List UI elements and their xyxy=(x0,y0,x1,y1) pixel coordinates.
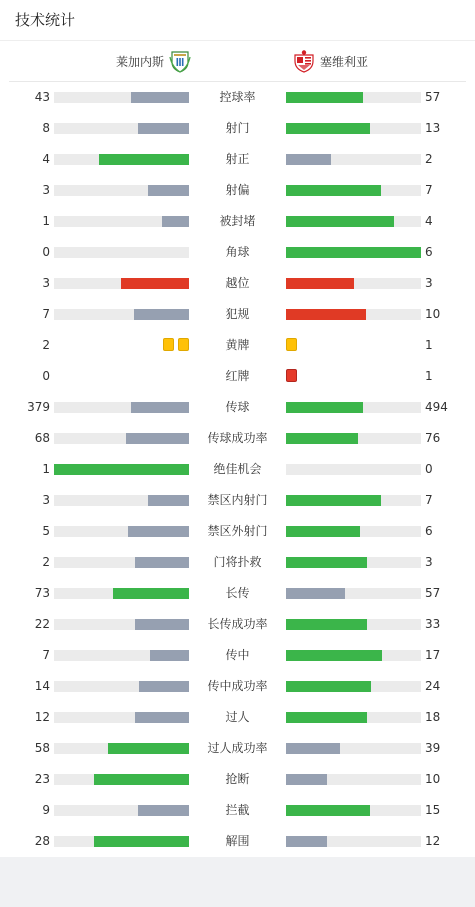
stat-label: 射门 xyxy=(225,121,250,135)
home-value: 22 xyxy=(34,617,50,631)
away-value: 2 xyxy=(425,152,433,166)
away-bar-track xyxy=(286,743,421,754)
home-bar-track xyxy=(54,495,189,506)
home-bar-fill xyxy=(162,216,189,227)
away-value: 3 xyxy=(425,555,433,569)
away-bar-track xyxy=(286,619,421,630)
away-bar-fill xyxy=(286,619,367,630)
away-bar-fill xyxy=(286,309,366,320)
stat-label: 过人 xyxy=(225,710,250,724)
away-bar-track xyxy=(286,216,421,227)
away-bar-fill xyxy=(286,836,327,847)
red-card-icon xyxy=(286,369,297,382)
home-value: 2 xyxy=(42,555,50,569)
stat-row xyxy=(0,330,475,361)
home-value: 7 xyxy=(42,307,50,321)
stat-row xyxy=(0,547,475,578)
home-bar-fill xyxy=(138,123,189,134)
home-value: 7 xyxy=(42,648,50,662)
stat-row xyxy=(0,733,475,764)
away-value: 6 xyxy=(425,245,433,259)
home-bar-track xyxy=(54,278,189,289)
home-bar-track xyxy=(54,681,189,692)
away-bar-fill xyxy=(286,805,370,816)
stat-label: 越位 xyxy=(225,276,250,290)
home-bar-track xyxy=(54,92,189,103)
away-bar-track xyxy=(286,92,421,103)
stat-label: 过人成功率 xyxy=(207,741,268,755)
stat-row xyxy=(0,454,475,485)
stat-label: 射偏 xyxy=(225,183,250,197)
away-bar-fill xyxy=(286,588,345,599)
yellow-card-icon xyxy=(163,338,174,351)
away-value: 15 xyxy=(425,803,441,817)
home-value: 1 xyxy=(42,462,50,476)
away-value: 3 xyxy=(425,276,433,290)
away-bar-track xyxy=(286,464,421,475)
stat-label: 被封堵 xyxy=(219,214,256,228)
stat-row xyxy=(0,82,475,113)
stat-row xyxy=(0,609,475,640)
stat-row xyxy=(0,516,475,547)
home-bar-fill xyxy=(99,154,189,165)
stat-label: 绝佳机会 xyxy=(213,462,262,476)
home-bar-fill xyxy=(94,836,189,847)
page-title: 技术统计 xyxy=(0,0,475,41)
home-bar-track xyxy=(54,433,189,444)
stat-row xyxy=(0,113,475,144)
stat-label: 传球 xyxy=(225,400,250,414)
stat-row xyxy=(0,423,475,454)
home-bar-fill xyxy=(54,464,189,475)
stat-row xyxy=(0,392,475,423)
away-value: 13 xyxy=(425,121,441,135)
home-team-name: 莱加内斯 xyxy=(115,54,164,69)
home-bar-track xyxy=(54,836,189,847)
away-bar-track xyxy=(286,247,421,258)
home-bar-track xyxy=(54,526,189,537)
home-bar-track xyxy=(54,650,189,661)
away-bar-fill xyxy=(286,526,360,537)
home-value: 1 xyxy=(42,214,50,228)
away-bar-track xyxy=(286,495,421,506)
away-value: 6 xyxy=(425,524,433,538)
away-value: 76 xyxy=(425,431,441,445)
stat-label: 传中成功率 xyxy=(207,679,268,693)
away-bar-fill xyxy=(286,650,382,661)
home-value: 12 xyxy=(34,710,50,724)
stat-row xyxy=(0,578,475,609)
away-bar-track xyxy=(286,805,421,816)
home-value: 9 xyxy=(42,803,50,817)
away-value: 4 xyxy=(425,214,433,228)
home-bar-fill xyxy=(150,650,189,661)
home-value: 73 xyxy=(34,586,50,600)
home-bar-track xyxy=(54,123,189,134)
away-bar-track xyxy=(286,712,421,723)
yellow-card-icon xyxy=(178,338,189,351)
away-value: 10 xyxy=(425,307,441,321)
stat-row xyxy=(0,299,475,330)
away-value: 0 xyxy=(425,462,433,476)
away-bar-track xyxy=(286,557,421,568)
stat-row xyxy=(0,237,475,268)
away-bar-fill xyxy=(286,681,371,692)
away-bar-track xyxy=(286,278,421,289)
home-bar-fill xyxy=(128,526,189,537)
home-value: 58 xyxy=(34,741,50,755)
away-bar-fill xyxy=(286,402,363,413)
away-bar-fill xyxy=(286,278,354,289)
away-team[interactable] xyxy=(292,41,368,81)
stat-label: 传中 xyxy=(225,648,250,662)
home-bar-track xyxy=(54,216,189,227)
stat-row xyxy=(0,206,475,237)
away-value: 17 xyxy=(425,648,441,662)
home-cards xyxy=(163,338,189,352)
away-bar-track xyxy=(286,402,421,413)
home-bar-track xyxy=(54,185,189,196)
home-bar-track xyxy=(54,619,189,630)
home-bar-fill xyxy=(135,712,189,723)
home-bar-track xyxy=(54,247,189,258)
home-bar-track xyxy=(54,309,189,320)
away-cards xyxy=(286,369,297,383)
stat-label: 控球率 xyxy=(219,90,256,104)
stat-label: 抢断 xyxy=(225,772,250,786)
home-bar-fill xyxy=(148,495,189,506)
away-bar-fill xyxy=(286,185,381,196)
away-value: 7 xyxy=(425,493,433,507)
home-bar-fill xyxy=(135,619,189,630)
yellow-card-icon xyxy=(286,338,297,351)
teams-header xyxy=(9,41,466,82)
home-team-logo-icon xyxy=(168,49,192,73)
away-value: 1 xyxy=(425,369,433,383)
home-value: 5 xyxy=(42,524,50,538)
home-bar-track xyxy=(54,588,189,599)
away-bar-track xyxy=(286,185,421,196)
away-bar-track xyxy=(286,309,421,320)
away-bar-fill xyxy=(286,247,421,258)
stat-label: 拦截 xyxy=(225,803,250,817)
home-team[interactable] xyxy=(116,41,192,81)
home-value: 8 xyxy=(42,121,50,135)
stat-row xyxy=(0,702,475,733)
away-bar-fill xyxy=(286,433,358,444)
stat-label: 角球 xyxy=(225,245,250,259)
away-bar-track xyxy=(286,123,421,134)
home-bar-fill xyxy=(148,185,189,196)
home-value: 14 xyxy=(34,679,50,693)
away-value: 39 xyxy=(425,741,441,755)
stat-row xyxy=(0,175,475,206)
away-value: 7 xyxy=(425,183,433,197)
home-bar-track xyxy=(54,402,189,413)
home-value: 4 xyxy=(42,152,50,166)
away-value: 33 xyxy=(425,617,441,631)
away-bar-track xyxy=(286,526,421,537)
home-bar-track xyxy=(54,154,189,165)
away-bar-fill xyxy=(286,216,394,227)
stat-row xyxy=(0,144,475,175)
home-bar-fill xyxy=(131,402,189,413)
away-value: 10 xyxy=(425,772,441,786)
home-value: 28 xyxy=(34,834,50,848)
home-bar-track xyxy=(54,805,189,816)
stat-row xyxy=(0,764,475,795)
stat-label: 黄牌 xyxy=(225,338,250,352)
away-team-logo-icon xyxy=(292,49,316,73)
stat-label: 解围 xyxy=(225,834,250,848)
away-value: 24 xyxy=(425,679,441,693)
home-value: 3 xyxy=(42,493,50,507)
stat-label: 禁区内射门 xyxy=(207,493,268,507)
stat-row xyxy=(0,640,475,671)
home-bar-track xyxy=(54,712,189,723)
home-value: 0 xyxy=(42,245,50,259)
stat-row xyxy=(0,826,475,857)
away-value: 18 xyxy=(425,710,441,724)
home-bar-track xyxy=(54,774,189,785)
home-bar-fill xyxy=(126,433,189,444)
stat-label: 门将扑救 xyxy=(213,555,262,569)
away-bar-track xyxy=(286,836,421,847)
away-bar-fill xyxy=(286,557,367,568)
away-bar-track xyxy=(286,650,421,661)
stat-label: 犯规 xyxy=(225,307,250,321)
stat-label: 长传成功率 xyxy=(207,617,268,631)
home-bar-track xyxy=(54,464,189,475)
home-value: 3 xyxy=(42,276,50,290)
home-value: 68 xyxy=(34,431,50,445)
stat-label: 传球成功率 xyxy=(207,431,268,445)
away-bar-track xyxy=(286,588,421,599)
home-value: 23 xyxy=(34,772,50,786)
away-value: 57 xyxy=(425,586,441,600)
stat-label: 长传 xyxy=(225,586,250,600)
home-bar-fill xyxy=(94,774,189,785)
away-value: 494 xyxy=(425,400,448,414)
home-bar-fill xyxy=(139,681,189,692)
away-value: 57 xyxy=(425,90,441,104)
stat-row xyxy=(0,671,475,702)
home-value: 0 xyxy=(42,369,50,383)
home-bar-fill xyxy=(135,557,189,568)
home-bar-fill xyxy=(113,588,189,599)
stat-row xyxy=(0,795,475,826)
away-bar-track xyxy=(286,774,421,785)
away-bar-fill xyxy=(286,154,331,165)
away-bar-fill xyxy=(286,743,340,754)
home-bar-fill xyxy=(108,743,189,754)
away-bar-track xyxy=(286,681,421,692)
away-bar-fill xyxy=(286,92,363,103)
away-bar-fill xyxy=(286,774,327,785)
home-value: 2 xyxy=(42,338,50,352)
home-value: 43 xyxy=(34,90,50,104)
away-bar-fill xyxy=(286,495,381,506)
home-value: 379 xyxy=(27,400,50,414)
home-bar-track xyxy=(54,743,189,754)
away-value: 12 xyxy=(425,834,441,848)
home-bar-fill xyxy=(121,278,189,289)
stat-label: 红牌 xyxy=(225,369,250,383)
home-value: 3 xyxy=(42,183,50,197)
away-bar-track xyxy=(286,154,421,165)
stat-label: 禁区外射门 xyxy=(207,524,268,538)
away-value: 1 xyxy=(425,338,433,352)
stat-row xyxy=(0,485,475,516)
stat-row xyxy=(0,361,475,392)
away-cards xyxy=(286,338,297,352)
away-team-name: 塞维利亚 xyxy=(320,54,369,69)
home-bar-fill xyxy=(131,92,189,103)
away-bar-track xyxy=(286,433,421,444)
away-bar-fill xyxy=(286,123,370,134)
away-bar-fill xyxy=(286,712,367,723)
home-bar-track xyxy=(54,557,189,568)
home-bar-fill xyxy=(134,309,189,320)
home-bar-fill xyxy=(138,805,189,816)
stat-label: 射正 xyxy=(225,152,250,166)
stat-row xyxy=(0,268,475,299)
